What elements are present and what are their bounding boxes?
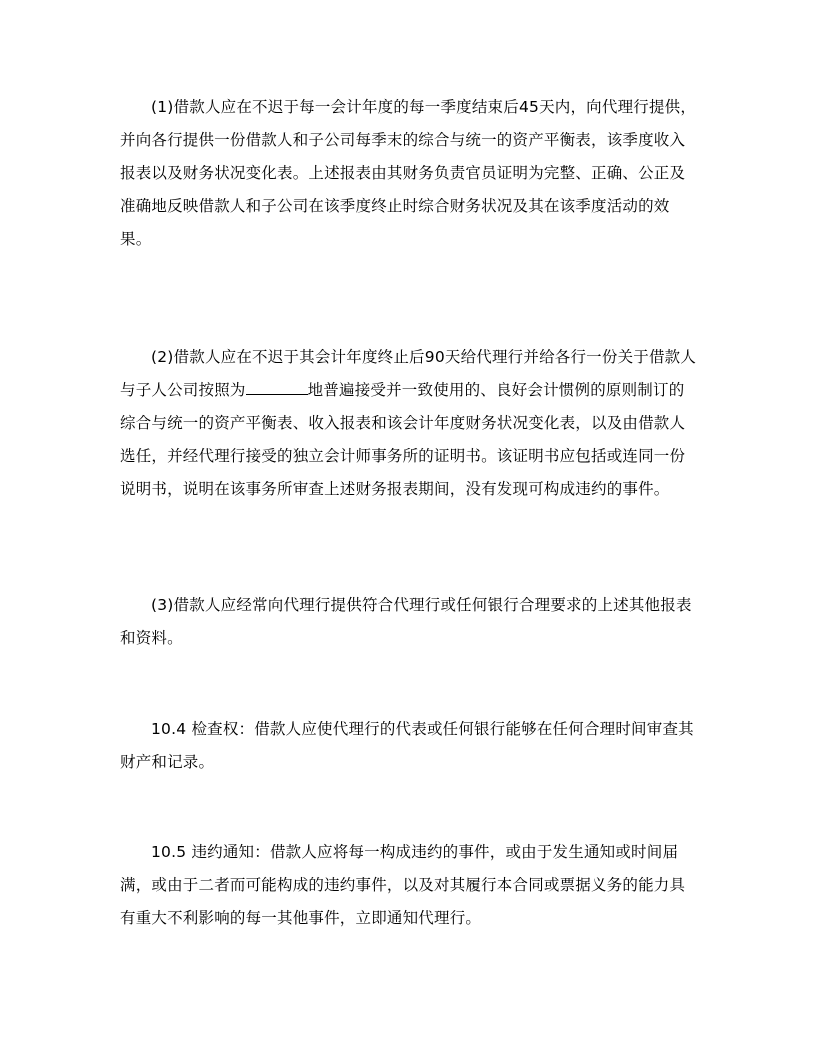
paragraph-annual-statements-part2: 地普遍接受并一致使用的、良好会计惯例的原则制订的综合与统一的资产平衡表、收入报表和该会计年度财务状况变化表，以及由借款人选任，并经代理行接受的独立会计师事务所的证明书。该证明书应包括或连同一份说明书，说明在该事务所审查上述财务报表期间，没有发现可构成违约的事件。 <box>120 381 686 498</box>
fill-in-blank <box>246 380 308 395</box>
paragraph-annual-statements-part1: (2)借款人应在不迟于其会计年度终止后90天给代理行并给各行一份关于借款人与子人公司按照为 <box>120 348 697 399</box>
paragraph-quarterly-statements: (1)借款人应在不迟于每一会计年度的每一季度结束后45天内，向代理行提供，并向各行提供一份借款人和子公司每季末的综合与统一的资产平衡表，该季度收入报表以及财务状况变化表。上述报表由其财务负责官员证明为完整、正确、公正及准确地反映借款人和子公司在该季度终止时综合财务状况及其在该季度活动的效果。 <box>120 98 697 248</box>
paragraph-other-reports: (3)借款人应经常向代理行提供符合代理行或任何银行合理要求的上述其他报表和资料。 <box>120 596 692 647</box>
paragraph-inspection-right: 10.4 检查权：借款人应使代理行的代表或任何银行能够在任何合理时间审查其财产和记录。 <box>120 720 694 771</box>
paragraph-default-notice: 10.5 违约通知：借款人应将每一构成违约的事件，或由于发生通知或时间届满，或由于二者而可能构成的违约事件，以及对其履行本合同或票据义务的能力具有重大不利影响的每一其他事件，立即通知代理行。 <box>120 843 686 927</box>
paragraph-annual-statements <box>120 341 698 506</box>
